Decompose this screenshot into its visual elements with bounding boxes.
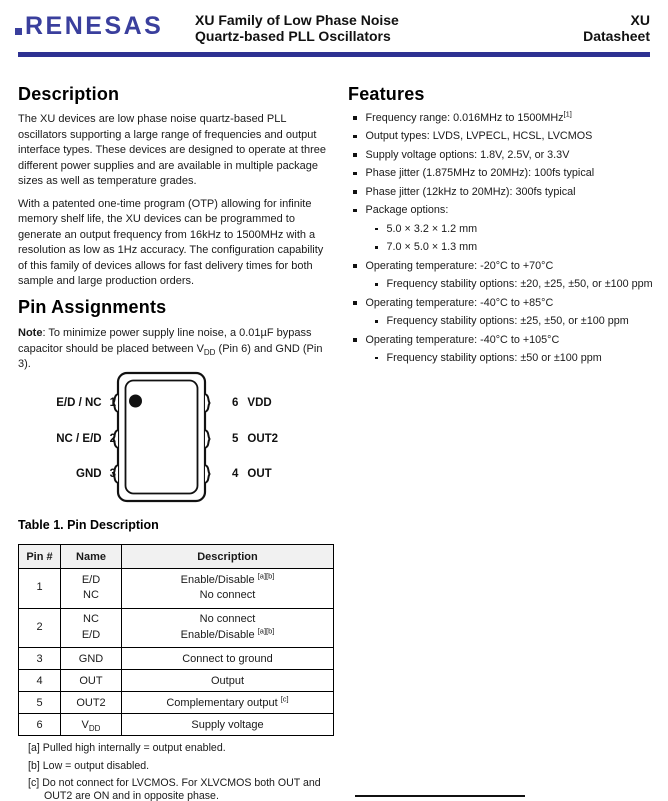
pin-number: 4	[232, 468, 239, 480]
pin-label: OUT2	[247, 433, 279, 445]
feature-text: 7.0 × 5.0 × 1.3 mm	[386, 241, 478, 254]
table-row-pin1	[19, 569, 334, 609]
bullet-icon	[353, 338, 357, 342]
header-divider-line	[18, 52, 650, 57]
feature-item	[348, 146, 660, 164]
table-row-pin5	[19, 692, 334, 714]
vdd-subscript: DD	[88, 723, 101, 733]
bullet-icon	[353, 190, 357, 194]
pin-label: NC / E/D	[56, 433, 102, 445]
footnote-separator-line	[355, 795, 525, 797]
feature-text: Frequency stability options: ±50 or ±100 ppm	[386, 351, 602, 364]
pin-number-cell: 4	[19, 670, 61, 692]
logo-wordmark: RENESAS	[25, 12, 164, 40]
pin-assignments-section	[18, 297, 334, 373]
feature-text: Phase jitter (1.875MHz to 20MHz): 100fs typical	[365, 167, 595, 180]
bypass-capacitor-note: Note: To minimize power supply line noise, a 0.01µF bypass capacitor should be placed between $V_{DD}$ (Pin 6) and GND (Pin 3).	[18, 327, 323, 370]
pin-desc-cell: Supply voltage	[122, 714, 334, 736]
pin-desc-cell: Connect to ground	[122, 648, 334, 670]
feature-item	[348, 183, 660, 201]
renesas-logo	[15, 14, 163, 39]
table-row-pin4	[19, 670, 334, 692]
pin-name-cell: OUT	[61, 670, 122, 692]
feature-text: Supply voltage options: 1.8V, 2.5V, or 3.3V	[365, 148, 570, 161]
feature-text: Operating temperature: -40°C to +85°C	[365, 296, 554, 309]
table-row-pin3	[19, 648, 334, 670]
feature-item	[348, 294, 660, 312]
feature-item	[348, 201, 660, 219]
pin-number-cell: 3	[19, 648, 61, 670]
feature-text: Output types: LVDS, LVPECL, HCSL, LVCMOS	[365, 130, 593, 143]
pin-number: 1	[109, 397, 116, 409]
feature-subitem	[348, 275, 660, 293]
pin-number-cell: 6	[19, 714, 61, 736]
feature-subitem	[348, 312, 660, 330]
pin-label: E/D / NC	[56, 397, 102, 409]
vdd-subscript: DD	[203, 347, 216, 357]
features-list	[348, 109, 660, 368]
feature-text: Package options:	[365, 204, 449, 217]
pin1-indicator-dot	[129, 395, 142, 408]
pin-label: VDD	[247, 397, 272, 409]
logo-square-icon	[15, 28, 22, 35]
footnote-ref: [a][b]	[257, 626, 275, 636]
feature-item	[348, 257, 660, 275]
pin-number-cell: 2	[19, 608, 61, 648]
features-heading: Features	[348, 84, 425, 104]
pin-notch-4	[205, 465, 210, 483]
bullet-icon	[353, 209, 357, 213]
description-section	[18, 84, 334, 290]
pin-6-label-row	[232, 395, 272, 411]
footnote-ref: [1]	[563, 109, 572, 119]
document-title	[195, 12, 399, 44]
feature-text: Frequency stability options: ±20, ±25, ±50, or ±100 ppm	[386, 278, 653, 291]
pin-desc-cell: Complementary output [c]	[122, 692, 334, 714]
package-drawing	[110, 370, 214, 504]
table-row-pin6	[19, 714, 334, 736]
document-family: XU	[630, 12, 650, 28]
description-paragraph-2: With a patented one-time program (OTP) allowing for infinite memory shelf life, the XU devices can be programmed to generate an output frequency from 16kHz to 1500MHz with a resolution as low as 1Hz accuracy. The configuration capability of this family of devices allows for fast delivery times for both sample and large production orders.	[18, 197, 324, 287]
table-footnotes	[18, 742, 350, 801]
sub-bullet-icon	[375, 228, 378, 231]
feature-text: Frequency range: 0.016MHz to 1500MHz	[365, 111, 564, 124]
pin-notch-5	[205, 430, 210, 448]
pin-name-cell: E/D NC	[61, 569, 122, 609]
footnote-b: [b] Low = output disabled.	[28, 759, 150, 772]
bullet-icon	[353, 301, 357, 305]
table-caption: Table 1. Pin Description	[18, 518, 159, 532]
pin-3-label-row	[18, 466, 119, 482]
pin-name-cell: OUT2	[61, 692, 122, 714]
pin-4-label-row	[232, 466, 272, 482]
feature-text: 5.0 × 3.2 × 1.2 mm	[386, 222, 478, 235]
feature-item	[348, 331, 660, 349]
table-header-row	[19, 545, 334, 569]
features-section	[348, 84, 660, 368]
pin-notch-6	[205, 394, 210, 412]
pin-2-label-row	[18, 431, 119, 447]
document-type: Datasheet	[583, 28, 650, 44]
col-header-name: Name	[61, 545, 122, 569]
footnote-ref: [c]	[280, 694, 289, 704]
document-title-line2: Quartz-based PLL Oscillators	[195, 28, 391, 44]
table-row-pin2	[19, 608, 334, 648]
footnote-a: [a] Pulled high internally = output enabled.	[28, 742, 226, 755]
sub-bullet-icon	[375, 357, 378, 360]
pin-number: 6	[232, 397, 239, 409]
pin-assignments-heading: Pin Assignments	[18, 297, 167, 317]
bullet-icon	[353, 264, 357, 268]
package-outline	[118, 373, 205, 501]
pin-diagram	[18, 370, 334, 510]
col-header-pin: Pin #	[19, 545, 61, 569]
pin-desc-cell: No connect Enable/Disable [a][b]	[122, 608, 334, 648]
feature-item	[348, 164, 660, 182]
pin-5-label-row	[232, 431, 278, 447]
pin-desc-cell: Output	[122, 670, 334, 692]
bullet-icon	[353, 153, 357, 157]
feature-item	[348, 109, 660, 127]
pin-name-cell: GND	[61, 648, 122, 670]
feature-text: Frequency stability options: ±25, ±50, or ±100 ppm	[386, 315, 629, 328]
pin-number: 2	[109, 433, 116, 445]
feature-subitem	[348, 220, 660, 238]
pin-description-table	[18, 544, 334, 736]
feature-item	[348, 127, 660, 145]
footnote-c: [c] Do not connect for LVCMOS. For XLVCMOS both OUT and OUT2 are ON and in opposite phase.	[28, 777, 321, 801]
feature-subitem	[348, 238, 660, 256]
footnote-ref: [a][b]	[257, 570, 275, 580]
document-id	[583, 12, 650, 44]
note-label: Note	[18, 327, 43, 339]
document-title-line1: XU Family of Low Phase Noise	[195, 12, 399, 28]
sub-bullet-icon	[375, 320, 378, 323]
bullet-icon	[353, 172, 357, 176]
feature-subitem	[348, 349, 660, 367]
pin-1-label-row	[18, 395, 119, 411]
description-paragraph-1: The XU devices are low phase noise quartz-based PLL oscillators supporting a large range of frequencies and output interface types. These devices are designed to operate at three different power supplies and are available in multiple package sizes as well as temperature grades.	[18, 113, 326, 187]
col-header-description: Description	[122, 545, 334, 569]
bullet-icon	[353, 116, 357, 120]
pin-label: GND	[76, 468, 102, 480]
feature-text: Operating temperature: -20°C to +70°C	[365, 259, 554, 272]
pin-description-table-section	[18, 518, 350, 801]
pin-number-cell: 1	[19, 569, 61, 609]
feature-text: Phase jitter (12kHz to 20MHz): 300fs typical	[365, 185, 576, 198]
pin-number: 3	[109, 468, 116, 480]
pin-label: OUT	[247, 468, 272, 480]
pin-name-cell: NC E/D	[61, 608, 122, 648]
pin-desc-cell: Enable/Disable [a][b] No connect	[122, 569, 334, 609]
pin-number-cell: 5	[19, 692, 61, 714]
description-heading: Description	[18, 84, 120, 104]
pin-name-cell: $V_{DD}$	[61, 714, 122, 736]
bullet-icon	[353, 135, 357, 139]
pin-number: 5	[232, 433, 239, 445]
sub-bullet-icon	[375, 246, 378, 249]
sub-bullet-icon	[375, 283, 378, 286]
feature-text: Operating temperature: -40°C to +105°C	[365, 333, 560, 346]
